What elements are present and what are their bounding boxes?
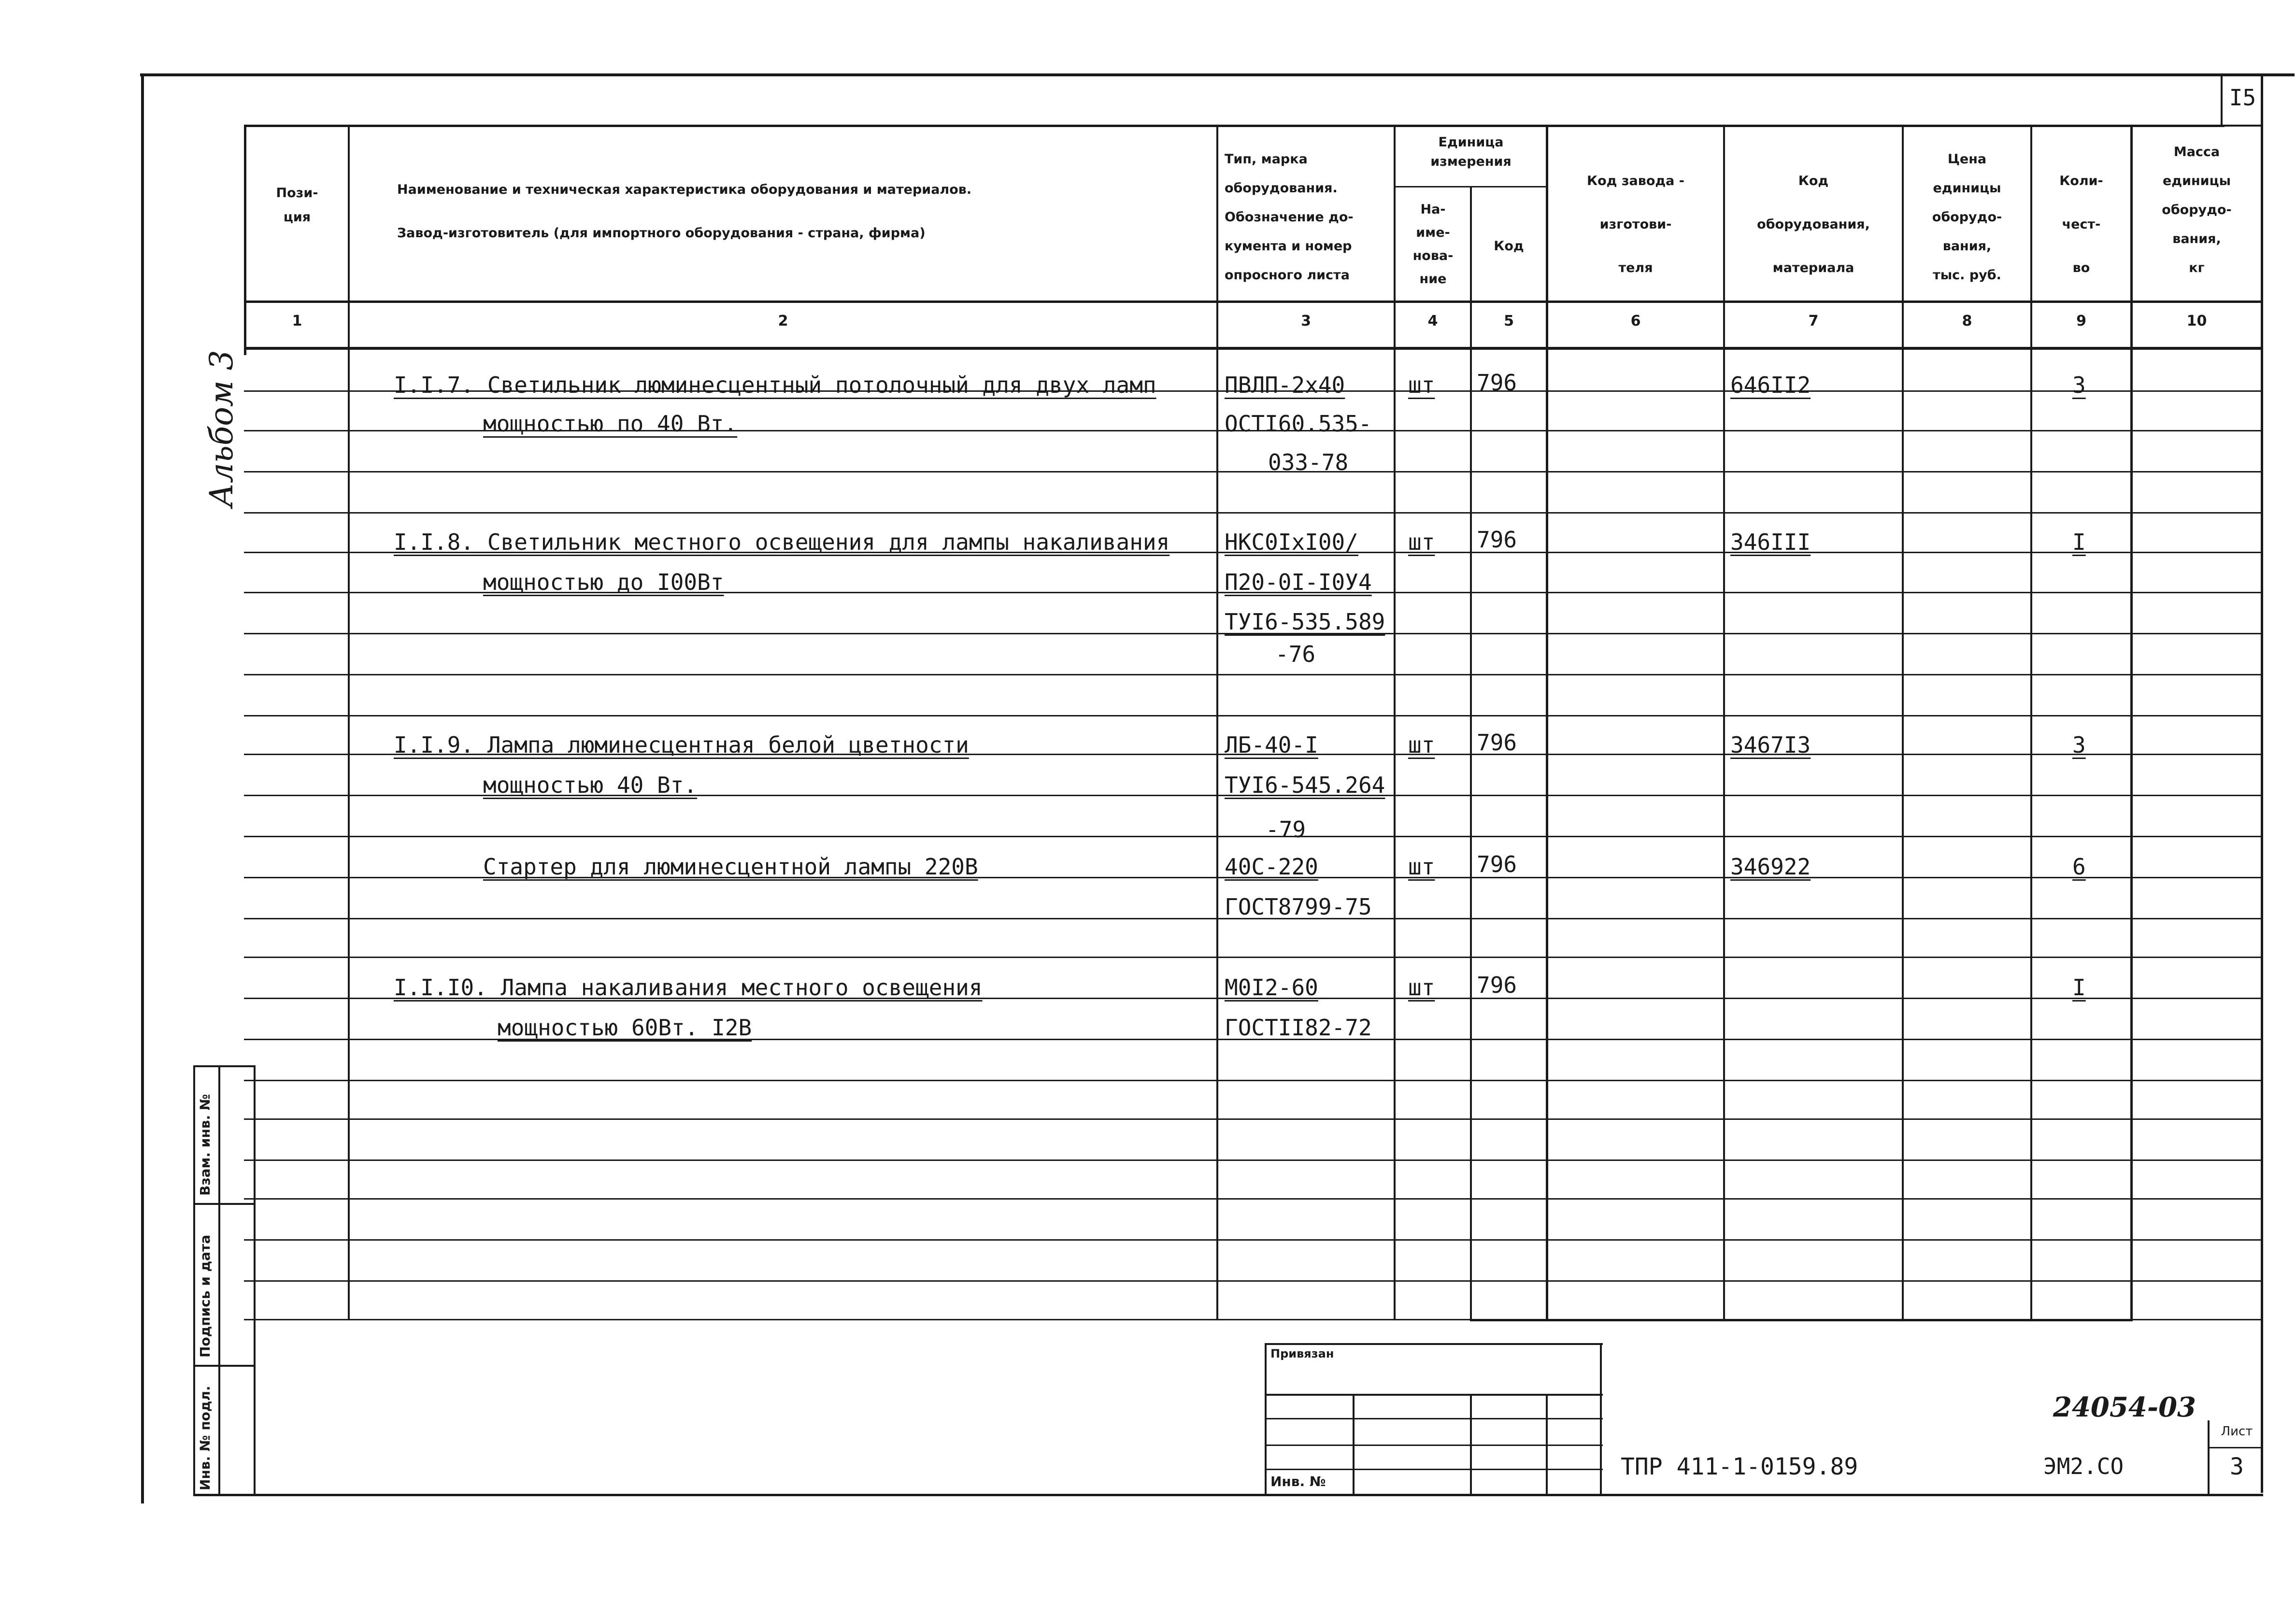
header-col3-line: Обозначение до- — [1225, 210, 1354, 225]
header-col10-line: кг — [2189, 260, 2205, 275]
header-col8-line: оборудо- — [1932, 210, 2002, 225]
item-type: ПВЛП-2х40 — [1225, 372, 1345, 398]
side-stamp-div — [193, 1365, 254, 1367]
side-label-podpis: Подпись и дата — [197, 1234, 213, 1358]
column-number: 9 — [2076, 313, 2086, 329]
title-block-col — [1353, 1394, 1355, 1495]
item-unit: шт — [1408, 732, 1435, 758]
item-name: Стартер для люминесцентной лампы 220В — [483, 854, 978, 880]
header-col6-line: теля — [1618, 260, 1653, 275]
doc-number: 24054-03 — [2053, 1391, 2196, 1423]
item-name: мощностью по 40 Вт. — [483, 411, 738, 437]
item-unit: шт — [1408, 372, 1435, 398]
item-type: -79 — [1266, 816, 1306, 843]
side-stamp-mid — [218, 1065, 220, 1495]
item-unit: шт — [1408, 974, 1435, 1001]
col-line-4 — [1470, 186, 1472, 1320]
header-col8-line: единицы — [1933, 181, 2001, 196]
title-block-line — [1265, 1469, 1603, 1470]
header-col10-line: Масса — [2173, 144, 2220, 159]
header-col9-line: Коли- — [2059, 173, 2103, 188]
row-line — [244, 715, 2261, 716]
row-line — [244, 674, 2261, 675]
item-qty: 6 — [2072, 854, 2086, 880]
stamp-tied-label: Привязан — [1270, 1347, 1334, 1360]
item-equip-code: 646II2 — [1730, 372, 1811, 398]
item-name: I.I.7. Светильник люминесцентный потолочный для двух ламп — [394, 372, 1156, 398]
header-col3-line: Тип, марка — [1225, 152, 1308, 167]
side-label-inv-podl: Инв. № подл. — [197, 1386, 213, 1490]
row-line — [244, 836, 2261, 837]
column-number: 6 — [1630, 313, 1641, 329]
table-top-line — [244, 125, 2225, 127]
title-block-line — [1265, 1394, 1603, 1396]
title-block-col — [1546, 1394, 1548, 1495]
column-number: 1 — [292, 313, 302, 329]
side-stamp-left — [193, 1065, 195, 1495]
header-col1-line: Пози- — [276, 186, 318, 200]
header-col8 — [1904, 145, 2030, 290]
header-col3 — [1225, 145, 1394, 290]
row-line — [244, 957, 2261, 958]
column-number: 3 — [1301, 313, 1311, 329]
item-type: ГОСТII82-72 — [1225, 1015, 1372, 1041]
item-unit-code: 796 — [1477, 730, 1517, 756]
album-label: Альбом 3 — [203, 350, 240, 507]
item-equip-code: 346III — [1730, 529, 1811, 555]
header-col3-line: оборудования. — [1225, 181, 1338, 196]
header-col10-line: вания, — [2172, 231, 2221, 246]
header-unit-line: Единица — [1438, 135, 1504, 150]
item-unit: шт — [1408, 854, 1435, 880]
header-col7-line: оборудования, — [1757, 217, 1870, 232]
column-number: 5 — [1504, 313, 1514, 329]
header-col4-line: На- — [1420, 202, 1446, 217]
item-name: мощностью 60Вт. I2В — [498, 1015, 752, 1041]
item-unit-code: 796 — [1477, 851, 1517, 877]
header-col5: Код — [1494, 239, 1524, 254]
header-col3-line: опросного листа — [1225, 268, 1350, 283]
header-col2 — [397, 168, 1213, 255]
item-type: -76 — [1275, 641, 1316, 667]
item-name: I.I.I0. Лампа накаливания местного освещения — [394, 974, 983, 1001]
header-col7 — [1725, 159, 1902, 290]
header-col10-line: единицы — [2162, 173, 2231, 188]
frame-right-line — [2261, 75, 2263, 1493]
header-col2-line: Завод-изготовитель (для импортного оборудования - страна, фирма) — [397, 226, 926, 241]
sheet-label: Лист — [2221, 1424, 2253, 1439]
header-col10 — [2133, 138, 2261, 283]
item-unit-code: 796 — [1477, 527, 1517, 553]
item-type: ГОСТ8799-75 — [1225, 894, 1372, 920]
row-line — [244, 1319, 2261, 1320]
frame-left-line — [141, 73, 144, 1503]
row-line — [244, 512, 2261, 514]
side-label-vzam: Взам. инв. № — [197, 1094, 213, 1196]
sheet-box-mid — [2208, 1447, 2263, 1448]
header-col7-line: материала — [1772, 260, 1854, 275]
header-col8-line: вания, — [1942, 239, 1992, 254]
title-block-col — [1600, 1343, 1602, 1495]
item-type: 40С-220 — [1225, 854, 1318, 880]
sheet-number: 3 — [2230, 1453, 2244, 1480]
frame-top-line — [140, 73, 2295, 76]
project-code: ТПР 411-1-0159.89 — [1621, 1453, 1858, 1480]
item-name: I.I.9. Лампа люминесцентная белой цветности — [394, 732, 969, 758]
stamp-inv-label: Инв. № — [1270, 1474, 1326, 1489]
item-qty: 3 — [2072, 732, 2086, 758]
header-col4-line: нова- — [1412, 248, 1454, 263]
mark: ЭМ2.СО — [2043, 1453, 2124, 1479]
side-stamp-div — [193, 1203, 254, 1205]
row-line — [244, 1118, 2261, 1120]
header-col3-line: кумента и номер — [1225, 239, 1352, 254]
header-col7-line: Код — [1798, 173, 1829, 188]
header-col2-line: Наименование и техническая характеристика оборудования и материалов. — [397, 182, 972, 197]
item-qty: I — [2072, 974, 2086, 1001]
row-line — [244, 1280, 2261, 1282]
frame-bottom-line — [193, 1494, 2263, 1496]
item-qty: I — [2072, 529, 2086, 555]
item-type: ТУI6-545.264 — [1225, 772, 1385, 798]
header-col9 — [2032, 159, 2130, 290]
row-line — [244, 1080, 2261, 1081]
item-unit: шт — [1408, 529, 1435, 555]
item-type: П20-0I-I0У4 — [1225, 569, 1372, 595]
item-type: ТУI6-535.589 — [1225, 609, 1385, 635]
header-col8-line: Цена — [1947, 152, 1987, 167]
item-equip-code: 346922 — [1730, 854, 1811, 880]
header-col4-line: ние — [1419, 272, 1447, 286]
header-col6 — [1548, 159, 1723, 290]
page-box-left — [2221, 75, 2223, 126]
item-name: мощностью 40 Вт. — [483, 772, 698, 798]
column-number: 8 — [1962, 313, 1972, 329]
header-col1 — [246, 179, 348, 232]
item-name: I.I.8. Светильник местного освещения для лампы накаливания — [394, 529, 1170, 555]
page-box-bottom — [2221, 125, 2263, 127]
title-block-top — [1265, 1343, 1603, 1345]
header-col8-line: тыс. руб. — [1933, 268, 2001, 283]
row-line — [244, 1159, 2261, 1161]
item-type: ЛБ-40-I — [1225, 732, 1318, 758]
column-number: 10 — [2186, 313, 2207, 329]
header-unit — [1396, 133, 1546, 172]
row-line — [244, 1239, 2261, 1241]
sheet-box-left — [2208, 1420, 2210, 1495]
header-unit-line: измерения — [1430, 154, 1512, 169]
item-type: НКС0IхI00/ — [1225, 529, 1358, 555]
row-line — [244, 471, 2261, 472]
header-col1-line: ция — [283, 210, 311, 225]
header-col9-line: во — [2072, 260, 2090, 275]
item-qty: 3 — [2072, 372, 2086, 398]
side-stamp-right — [254, 1065, 256, 1495]
title-block-line — [1265, 1445, 1603, 1446]
side-stamp-top — [193, 1065, 254, 1067]
item-unit-code: 796 — [1477, 370, 1517, 396]
item-name: мощностью до I00Вт — [483, 569, 724, 595]
page-number: I5 — [2229, 85, 2256, 111]
header-col9-line: чест- — [2062, 217, 2101, 232]
item-type: 033-78 — [1268, 449, 1349, 475]
item-type: ОСТI60.535- — [1225, 411, 1372, 437]
column-number: 2 — [778, 313, 788, 329]
header-col4-line: име- — [1416, 225, 1450, 240]
item-unit-code: 796 — [1477, 972, 1517, 998]
title-block-line — [1265, 1418, 1603, 1419]
header-col4 — [1396, 198, 1470, 291]
column-number: 4 — [1427, 313, 1438, 329]
item-type: М0I2-60 — [1225, 974, 1318, 1001]
column-number: 7 — [1808, 313, 1819, 329]
header-col6-line: Код завода - — [1587, 173, 1684, 188]
row-line — [244, 1198, 2261, 1200]
title-block-col — [1470, 1394, 1472, 1495]
colnum-bottom-line — [244, 347, 2261, 350]
item-equip-code: 3467I3 — [1730, 732, 1811, 758]
header-col6-line: изготови- — [1599, 217, 1672, 232]
header-col10-line: оборудо- — [2162, 202, 2232, 217]
